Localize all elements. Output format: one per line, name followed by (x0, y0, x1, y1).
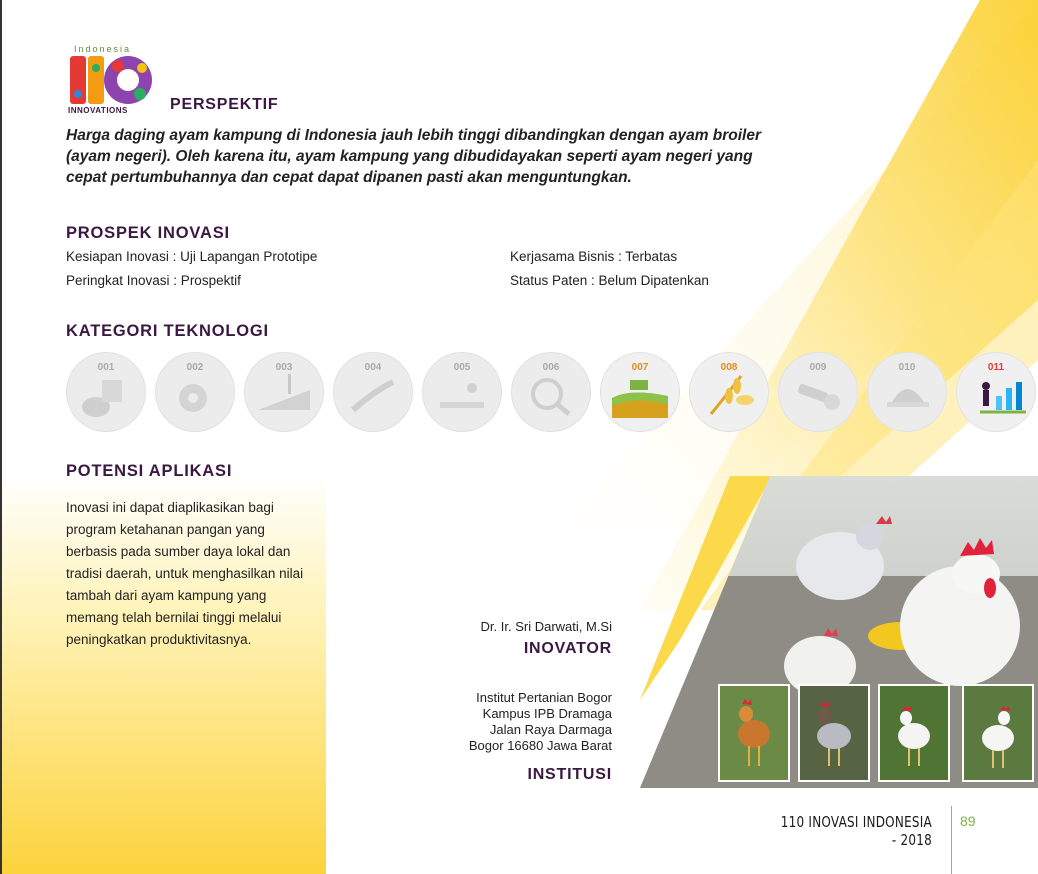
category-number: 002 (186, 362, 204, 373)
prospek-heading: PROSPEK INOVASI (66, 224, 230, 242)
category-number: 007 (631, 362, 649, 373)
category-number: 003 (275, 362, 293, 373)
kategori-heading: KATEGORI TEKNOLOGI (66, 322, 269, 340)
category-009 (778, 352, 858, 432)
institution-address (400, 690, 612, 754)
potensi-text: Inovasi ini dapat diaplikasikan bagi program ketahanan pangan yang berbasis pada sumber daya lokal dan tradisi daerah, untuk menghasilkan nilai tambah dari ayam kampung yang memang telah bernilai tinggi melalui peningkatkan produktivitasnya. (66, 500, 304, 647)
category-number: 005 (453, 362, 471, 373)
category-011 (956, 352, 1036, 432)
kerjasama-bisnis: Kerjasama Bisnis : Terbatas (510, 249, 678, 264)
gears-icon (155, 352, 235, 432)
category-007 (600, 352, 680, 432)
hen-image (964, 686, 1032, 780)
category-010 (867, 352, 947, 432)
footer-title: 110 INOVASI INDONESIA - 2018 (780, 813, 932, 849)
technology-category-list (66, 352, 1038, 432)
potensi-heading: POTENSI APLIKASI (66, 462, 233, 480)
category-number: 009 (809, 362, 827, 373)
category-005 (422, 352, 502, 432)
energy-icon (333, 352, 413, 432)
category-number: 001 (97, 362, 115, 373)
footer-divider (951, 806, 952, 874)
page-number: 89 (960, 813, 976, 829)
thumbnail-rooster-2 (798, 684, 870, 782)
thumbnail-hen-2 (962, 684, 1034, 782)
innovations-logo (68, 44, 156, 116)
address-line: Institut Pertanian Bogor (476, 690, 612, 705)
category-008 (689, 352, 769, 432)
inovator-label: INOVATOR (523, 640, 612, 657)
perspektif-heading: PERSPEKTIF (170, 96, 279, 113)
category-number: 006 (542, 362, 560, 373)
status-paten: Status Paten : Belum Dipatenkan (510, 273, 709, 288)
category-002 (155, 352, 235, 432)
category-number: 004 (364, 362, 382, 373)
grain-wheat-icon (689, 352, 769, 432)
address-line: Kampus IPB Dramaga (482, 706, 612, 721)
lab-icon (422, 352, 502, 432)
search-globe-icon (511, 352, 591, 432)
logo-country-text: Indonesia (74, 44, 132, 54)
peringkat-inovasi: Peringkat Inovasi : Prospektif (66, 273, 241, 288)
category-001 (66, 352, 146, 432)
hen-image (880, 686, 948, 780)
logo-number-graphic (68, 54, 154, 110)
category-number: 008 (720, 362, 738, 373)
agriculture-field-icon (600, 352, 680, 432)
address-line: Jalan Raya Darmaga (489, 722, 612, 737)
perspektif-text: Harga daging ayam kampung di Indonesia jauh lebih tinggi dibandingkan dengan ayam broiler (ayam negeri). Oleh karena itu, ayam kampung yang dibudidayakan seperti ayam negeri yang cepat pertumbuhannya dan cepat dapat dipanen pasti akan menguntungkan. (66, 127, 762, 186)
construction-icon (244, 352, 324, 432)
mining-icon (66, 352, 146, 432)
logo-innovations-text: INNOVATIONS (68, 106, 128, 115)
left-page-border (0, 0, 2, 874)
category-number: 011 (987, 362, 1005, 373)
category-number: 010 (898, 362, 916, 373)
rooster-image (800, 686, 868, 780)
category-004 (333, 352, 413, 432)
institusi-label: INSTITUSI (527, 766, 612, 783)
rooster-image (720, 686, 788, 780)
business-growth-icon (956, 352, 1036, 432)
address-line: Bogor 16680 Jawa Barat (468, 738, 612, 753)
thumbnail-rooster-1 (718, 684, 790, 782)
helmet-icon (867, 352, 947, 432)
thumbnail-hen-1 (878, 684, 950, 782)
category-003 (244, 352, 324, 432)
inovator-name: Dr. Ir. Sri Darwati, M.Si (480, 619, 612, 634)
category-006 (511, 352, 591, 432)
kesiapan-inovasi: Kesiapan Inovasi : Uji Lapangan Prototipe (66, 249, 318, 264)
tools-icon (778, 352, 858, 432)
